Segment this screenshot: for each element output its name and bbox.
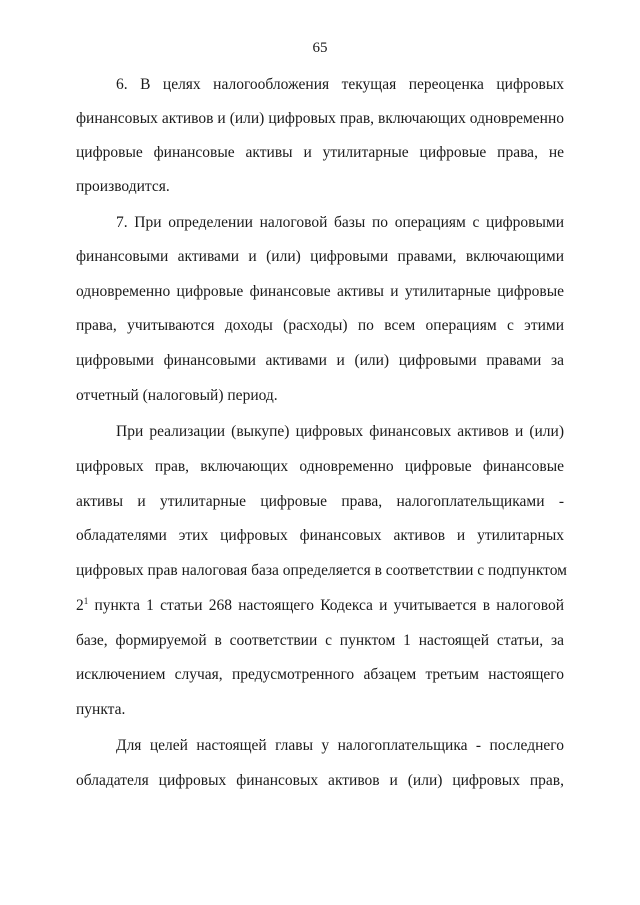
- paragraph-sale-line-2: цифровых прав, включающих одновременно цифровые финансовые: [76, 458, 564, 475]
- paragraph-7-line-4: права, учитываются доходы (расходы) по всем операциям с этими: [76, 317, 564, 334]
- paragraph-sale-line-8: исключением случая, предусмотренного абзацем третьим настоящего: [76, 666, 564, 683]
- paragraph-7-line-1: 7. При определении налоговой базы по операциям с цифровыми: [116, 214, 564, 231]
- paragraph-7-line-5: цифровыми финансовыми активами и (или) цифровыми правами за: [76, 352, 564, 369]
- page-number: 65: [312, 40, 328, 56]
- paragraph-6-line-4: производится.: [76, 178, 170, 195]
- paragraph-sale-line-6: [76, 597, 564, 615]
- paragraph-sale-line-5: цифровых прав налоговая база определяется в соответствии с подпунктом: [76, 562, 567, 579]
- paragraph-purpose-line-2: обладателя цифровых финансовых активов и (или) цифровых прав,: [76, 772, 564, 789]
- paragraph-7-line-3: одновременно цифровые финансовые активы и утилитарные цифровые: [76, 283, 564, 300]
- paragraph-6-line-1: 6. В целях налогообложения текущая переоценка цифровых: [116, 76, 564, 93]
- subparagraph-number: 2: [76, 597, 84, 614]
- paragraph-sale-line-4: обладателями этих цифровых финансовых активов и утилитарных: [76, 527, 564, 544]
- paragraph-7-line-2: финансовыми активами и (или) цифровыми правами, включающими: [76, 248, 564, 265]
- paragraph-sale-line-1: При реализации (выкупе) цифровых финансовых активов и (или): [116, 423, 564, 440]
- subparagraph-superscript: 1: [83, 596, 89, 606]
- paragraph-sale-line-9: пункта.: [76, 701, 126, 718]
- paragraph-sale-line-7: базе, формируемой в соответствии с пунктом 1 настоящей статьи, за: [76, 632, 564, 649]
- paragraph-6-line-3: цифровые финансовые активы и утилитарные цифровые права, не: [76, 144, 564, 161]
- paragraph-sale-line-3: активы и утилитарные цифровые права, налогоплательщиками -: [76, 493, 564, 510]
- paragraph-7-line-6: отчетный (налоговый) период.: [76, 387, 278, 404]
- paragraph-sale-line-6-text: пункта 1 статьи 268 настоящего Кодекса и учитывается в налоговой: [88, 597, 564, 614]
- paragraph-6-line-2: финансовых активов и (или) цифровых прав, включающих одновременно: [76, 110, 564, 127]
- paragraph-purpose-line-1: Для целей настоящей главы у налогоплательщика - последнего: [116, 737, 564, 754]
